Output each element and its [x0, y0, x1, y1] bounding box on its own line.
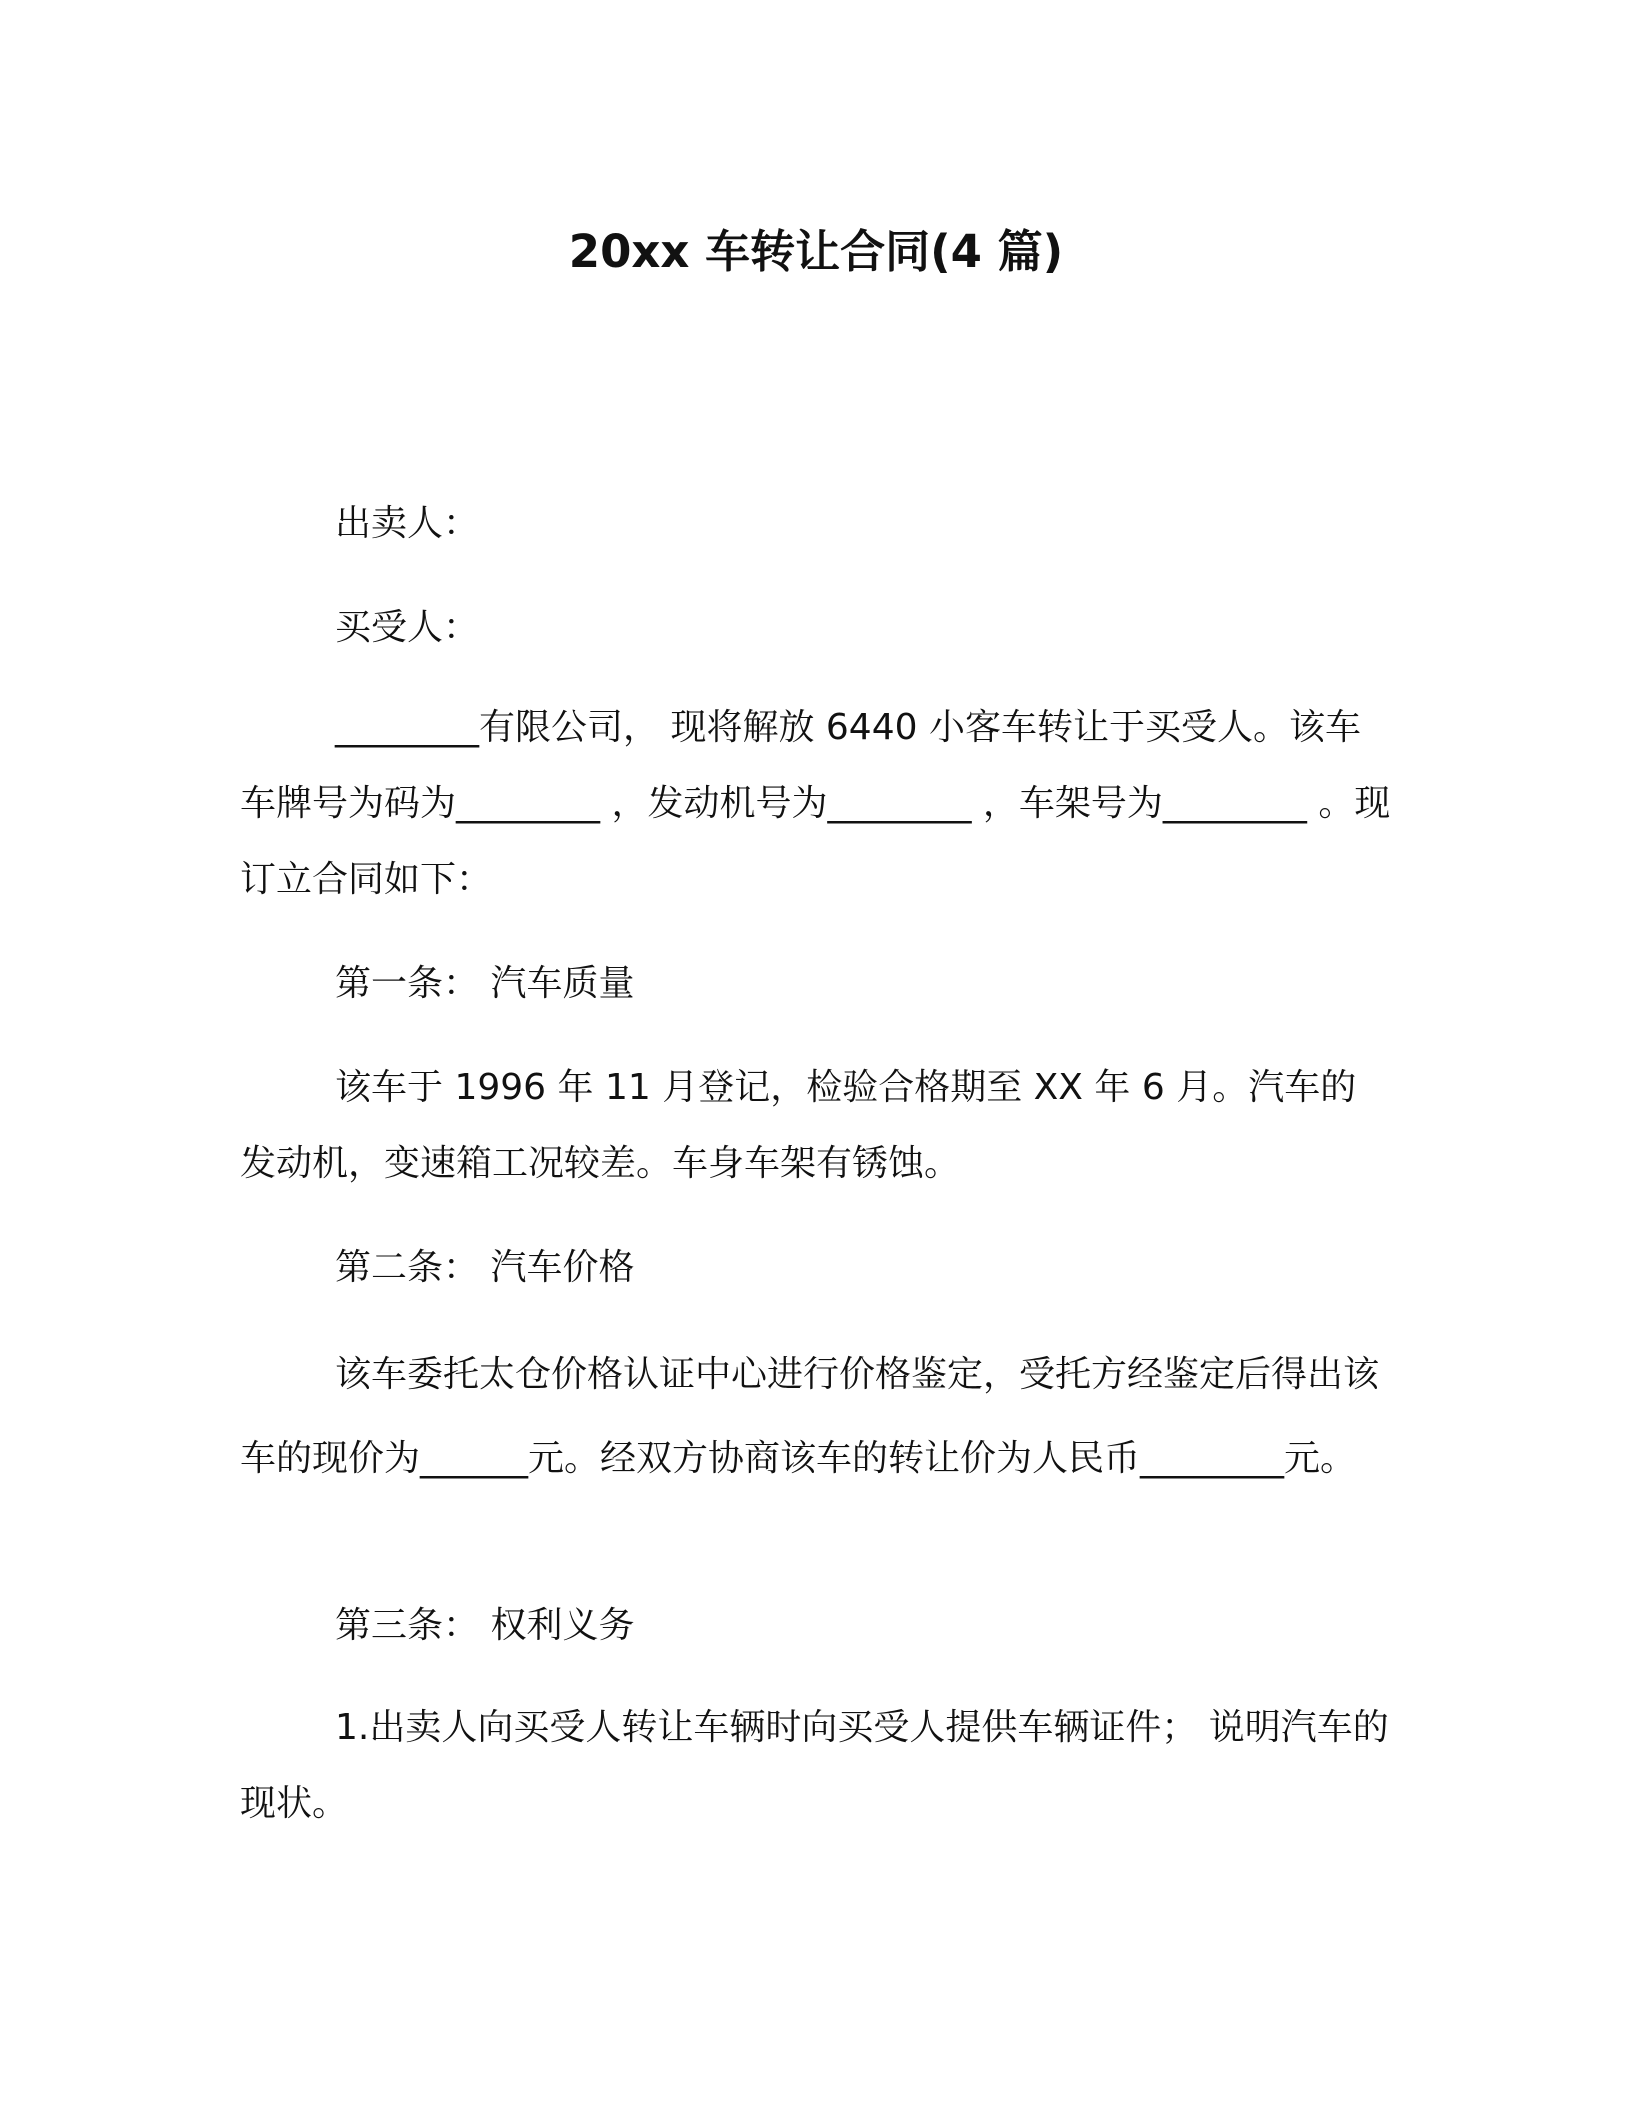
article2-heading: 第二条： 汽车价格: [335, 1247, 635, 1288]
seller-line: 出卖人：: [335, 503, 480, 544]
article2-body: 该车委托太仓价格认证中心进行价格鉴定，受托方经鉴定后得出该车的现价为______元。经双方协商该车的转让价为人民币________元。: [240, 1354, 1380, 1479]
article1-heading: 第一条： 汽车质量: [335, 963, 635, 1004]
article3-item1: 1.出卖人向买受人转让车辆时向买受人提供车辆证件； 说明汽车的现状。: [240, 1707, 1389, 1824]
article1-body: 该车于 1996 年 11 月登记，检验合格期至 XX 年 6 月。汽车的发动机，变速箱工况较差。车身车架有锈蚀。: [240, 1067, 1357, 1184]
intro-paragraph: ________有限公司， 现将解放 6440 小客车转让于买受人。该车车牌号为码为________ ，发动机号为________ ，车架号为________ 。现订立合同如下：: [240, 707, 1391, 900]
article3-heading: 第三条： 权利义务: [335, 1605, 635, 1646]
buyer-line: 买受人：: [335, 607, 480, 648]
document-title: 20xx 车转让合同(4 篇): [568, 225, 1064, 278]
